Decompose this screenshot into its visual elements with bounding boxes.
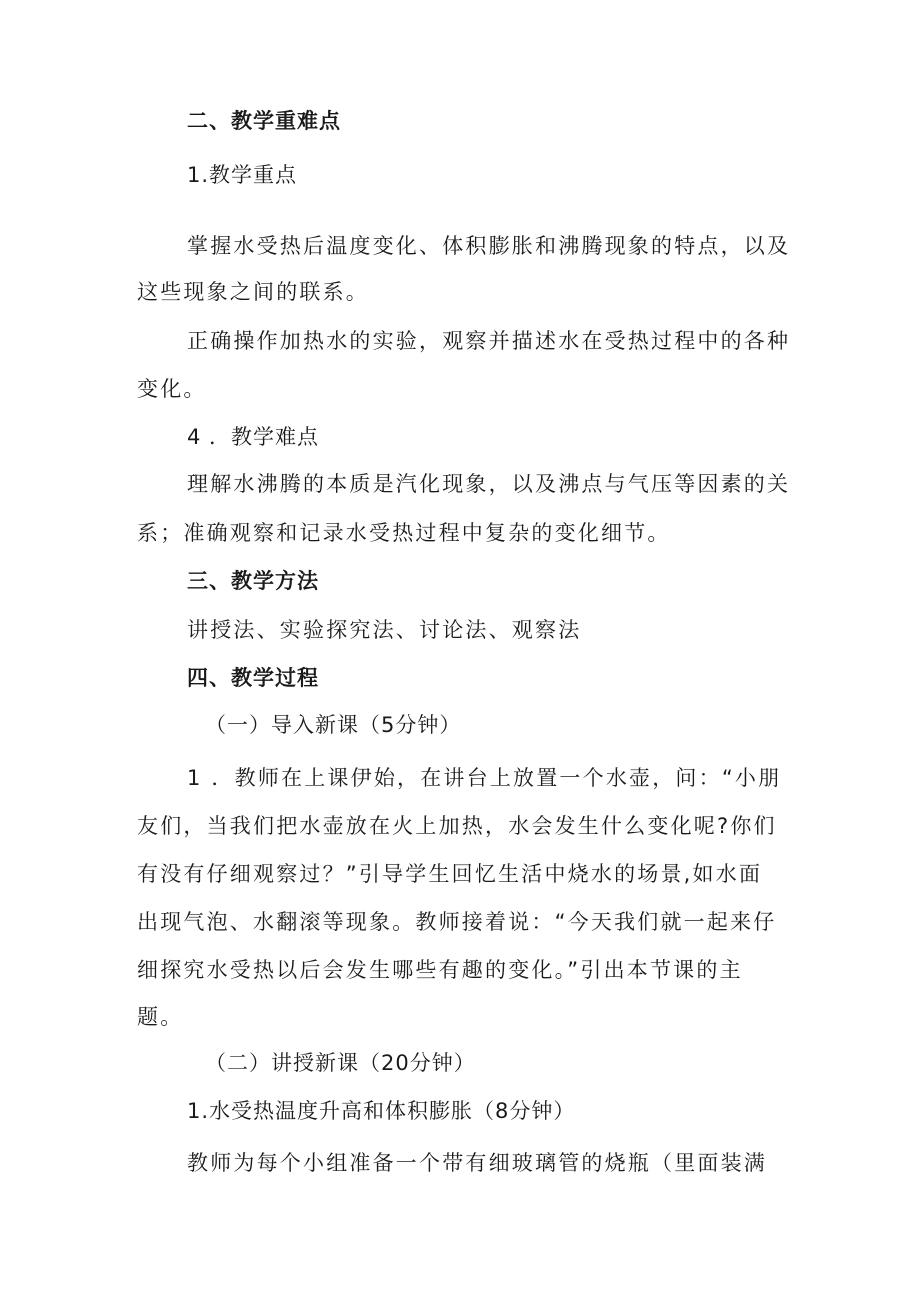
part-2-title: （二）讲授新课（20分钟） [205, 1051, 476, 1075]
part-1-line-4: 出现气泡、水翻滚等现象。教师接着说：“今天我们就一起来仔 [137, 910, 777, 934]
difficult-points-title: 4 ．教学难点 [187, 425, 320, 449]
difficult-points-line-2: 系；准确观察和记录水受热过程中复杂的变化细节。 [137, 521, 671, 545]
key-points-title: 1.教学重点 [187, 163, 298, 187]
key-points-paragraph-2-line-2: 变化。 [137, 377, 207, 401]
part-2-subtitle-1: 1.水受热温度升高和体积膨胀（8分钟） [187, 1099, 576, 1123]
part-1-line-5: 细探究水受热以后会发生哪些有趣的变化。”引出本节课的主 [137, 958, 743, 982]
key-points-paragraph-1-line-1: 掌握水受热后温度变化、体积膨胀和沸腾现象的特点，以及 [187, 234, 791, 258]
key-points-paragraph-1-line-2: 这些现象之间的联系。 [137, 280, 369, 304]
section-4-heading: 四、教学过程 [187, 666, 319, 690]
part-2-line-1: 教师为每个小组准备一个带有细玻璃管的烧瓶（里面装满 [187, 1151, 767, 1175]
part-1-line-3: 有没有仔细观察过？”引导学生回忆生活中烧水的场景,如水面 [137, 862, 763, 886]
key-points-paragraph-2-line-1: 正确操作加热水的实验，观察并描述水在受热过程中的各种 [187, 329, 791, 353]
part-1-line-1: 1 ．教师在上课伊始，在讲台上放置一个水壶，问：“小朋 [187, 766, 782, 790]
teaching-methods: 讲授法、实验探究法、讨论法、观察法 [187, 618, 582, 642]
difficult-points-line-1: 理解水沸腾的本质是汽化现象，以及沸点与气压等因素的关 [187, 472, 791, 496]
part-1-line-6: 题。 [137, 1005, 184, 1029]
part-1-title: （一）导入新课（5分钟） [205, 713, 462, 737]
part-1-line-2: 友们，当我们把水壶放在火上加热，水会发生什么变化呢?你们 [137, 814, 777, 838]
section-3-heading: 三、教学方法 [187, 569, 319, 593]
section-2-heading: 二、教学重难点 [187, 109, 341, 133]
